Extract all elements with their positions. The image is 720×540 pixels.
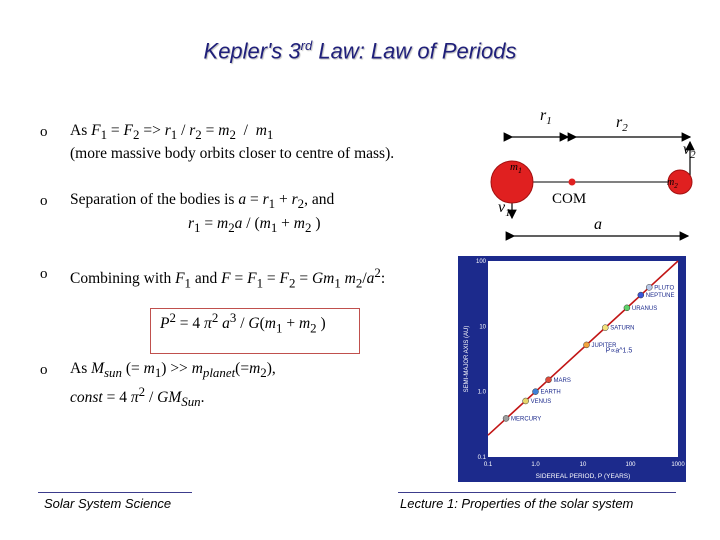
bullet-2-line-2: $r_1 = m_2a / (m_1 + m_2$ )	[188, 215, 321, 236]
y-tick-label: 0.1	[477, 455, 486, 461]
planet-point-earth	[533, 389, 539, 395]
planet-point-mars	[546, 377, 552, 383]
kepler-plot-svg	[458, 256, 686, 482]
y-axis-label: SEMI-MAJOR AXIS (AU)	[464, 325, 470, 393]
slide-title: Kepler's 3rd Law: Law of Periods	[203, 38, 517, 64]
planet-label-mars: MARS	[553, 377, 571, 384]
bullet-marker: o	[40, 124, 48, 140]
footer-course: Solar System Science	[44, 496, 172, 511]
planet-label-pluto: PLUTO	[654, 285, 675, 292]
planet-point-saturn	[602, 325, 608, 331]
com-dot	[569, 179, 576, 186]
bullet-3-line-1: Combining with $F_1$ and $F = F_1 = F_2 = Gm_1$ $m_2/a^2$:	[70, 265, 386, 291]
r1-label: $r_1$	[540, 107, 552, 128]
planet-label-saturn: SATURN	[610, 325, 635, 332]
planet-label-neptune: NEPTUNE	[645, 293, 675, 300]
x-tick-label: 1000	[671, 462, 685, 468]
v2-label: $v_2$	[683, 141, 696, 162]
footer-left-rule	[38, 492, 192, 493]
planet-point-mercury	[503, 415, 509, 421]
com-label: COM	[552, 191, 587, 207]
y-tick-label: 1.0	[477, 389, 486, 396]
planet-label-uranus: URANUS	[631, 305, 658, 312]
bullet-marker: o	[40, 266, 48, 282]
planet-point-neptune	[638, 292, 644, 298]
bullet-2-line-1: Separation of the bodies is $a = r_1 + r_2$, and	[70, 191, 335, 212]
footer-lecture: Lecture 1: Properties of the solar system	[400, 496, 634, 511]
bullet-1-line-1: As $F_1 = F_2 => r_1 / r_2 = m_2 / m_1$	[70, 122, 274, 143]
footer-right-rule	[398, 492, 676, 493]
bullet-4-line-2: const = 4 $\pi^2 / GM_{Sun}$.	[70, 384, 205, 410]
x-tick-label: 10	[579, 462, 587, 468]
y-tick-label: 100	[475, 259, 486, 265]
kepler-plot	[458, 256, 686, 482]
x-tick-label: 0.1	[483, 462, 493, 468]
bullet-4-line-1: As $M_{sun}$ (= $m_1) >> m_{planet}(=m_2)$,	[70, 360, 276, 381]
planet-point-venus	[523, 398, 529, 404]
a-label: a	[594, 216, 602, 233]
x-tick-label: 100	[625, 462, 636, 468]
bullet-1-line-2: (more massive body orbits closer to centre of mass).	[70, 145, 395, 162]
m2-label: $m_2$	[667, 177, 678, 190]
x-tick-label: 1.0	[531, 462, 540, 468]
planet-label-earth: EARTH	[540, 389, 561, 396]
planet-point-pluto	[646, 284, 652, 290]
x-axis-label: SIDEREAL PERIOD, P (YEARS)	[535, 473, 631, 480]
planet-label-mercury: MERCURY	[511, 416, 542, 423]
r2-label: $r_2$	[616, 114, 628, 135]
v1-label: $v_1$	[498, 199, 511, 220]
bullet-marker: o	[40, 362, 48, 378]
planet-point-jupiter	[584, 342, 590, 348]
kepler-formula: $P^2 = 4$ $\pi^2$ $a^3 / G(m_1 + m_2$ )	[160, 310, 326, 336]
bullet-marker: o	[40, 193, 48, 209]
m1-label: $m_1$	[510, 161, 522, 176]
planet-point-uranus	[624, 305, 630, 311]
y-tick-label: 10	[479, 324, 486, 331]
planet-label-jupiter: JUPITER	[591, 342, 617, 349]
fit-label: P∝a^1.5	[605, 347, 633, 355]
planet-label-venus: VENUS	[530, 398, 552, 405]
